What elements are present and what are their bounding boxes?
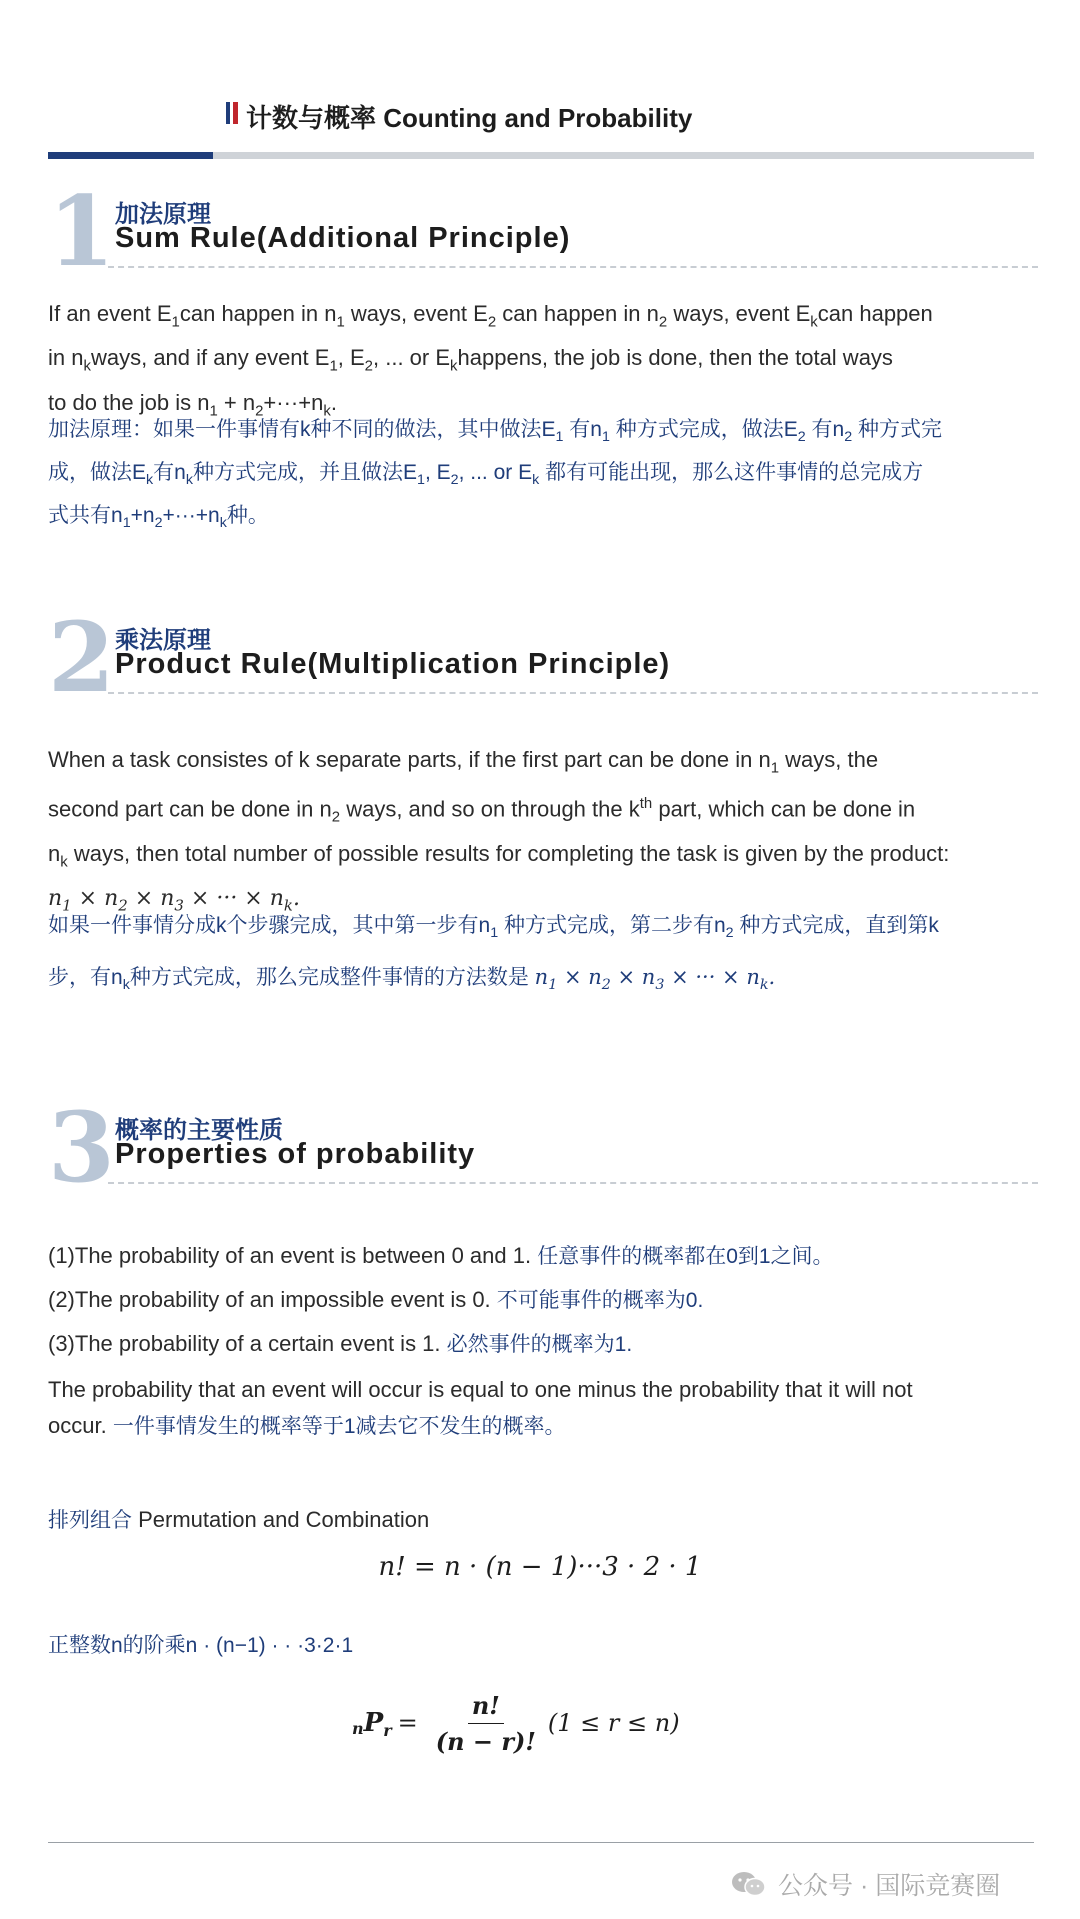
page-header xyxy=(0,98,1080,132)
permutation-formula xyxy=(352,1688,680,1758)
section-title-cn: 乘法原理 xyxy=(115,627,211,654)
list-item: (2)The probability of an impossible event is 0. 不可能事件的概率为0. xyxy=(48,1287,704,1312)
equals-sign: = xyxy=(397,1709,418,1737)
section-number: 3 xyxy=(48,1091,115,1204)
text-line: to do the job is $n_1 + n_2+\cdot\cdot\cdot+n_k$. xyxy=(48,389,337,420)
probability-properties-list xyxy=(48,1234,1034,1445)
wechat-icon xyxy=(730,1870,768,1898)
section-title-en: Properties of probability xyxy=(115,1138,476,1170)
section-number: 2 xyxy=(48,601,115,714)
watermark xyxy=(730,1866,1000,1902)
text-line: 成，做法$E_k$有$n_k$种方式完成，并且做法$E_1$, $E_2$, ... or $E_k$ 都有可能出现，那么这件事情的总完成方 xyxy=(48,461,924,489)
watermark-text: 公众号 · 国际竞赛圈 xyxy=(778,1872,1001,1900)
section-3-head xyxy=(48,1091,1038,1206)
section-title-en: Sum Rule(Additional Principle) xyxy=(115,222,571,254)
sum-rule-en-paragraph xyxy=(48,296,1034,429)
factorial-formula: n! = n · (n − 1)···3 · 2 · 1 xyxy=(378,1552,702,1582)
text-line: 式共有$n_1+n_2+\cdot\cdot\cdot+n_k$种。 xyxy=(48,504,269,532)
list-item: (3)The probability of a certain event is 1. 必然事件的概率为1. xyxy=(48,1331,633,1356)
flag-icon xyxy=(226,102,238,124)
page-title: 计数与概率 Counting and Probability xyxy=(246,103,693,133)
fraction xyxy=(432,1691,540,1756)
npr-left-subscript: n xyxy=(352,1718,364,1738)
npr-symbol: P xyxy=(363,1708,384,1738)
section-divider xyxy=(108,1182,1038,1184)
fraction-numerator: n! xyxy=(468,1691,504,1724)
product-rule-en-paragraph xyxy=(48,742,1034,923)
product-rule-cn-paragraph xyxy=(48,904,1034,1007)
section-1-head xyxy=(48,175,1038,290)
text-line: in $n_kways$, and if any event $E_1$, $E_2$, ... or $E_khappens$, the job is done, then the total ways xyxy=(48,345,893,375)
text-line: When a task consistes of k separate parts, if the first part can be done in $n_1$ ways, the xyxy=(48,747,879,777)
text-line: The probability that an event will occur is equal to one minus the probability that it will not xyxy=(48,1377,913,1402)
text-line: occur. 一件事情发生的概率等于1减去它不发生的概率。 xyxy=(48,1413,566,1438)
npr-condition: (1 ≤ r ≤ n) xyxy=(547,1709,680,1737)
section-divider xyxy=(108,692,1038,694)
section-2-head xyxy=(48,601,1038,716)
product-formula: $n_1 \times n_2 \times n_3$ × ··· × $n_k$. xyxy=(534,965,776,994)
text-line: 加法原理：如果一件事情有k种不同的做法，其中做法$E_1$ 有$n_1$ 种方式完成，做法$E_2$ 有$n_2$ 种方式完 xyxy=(48,418,942,446)
section-title-en: Product Rule(Multiplication Principle) xyxy=(115,648,671,680)
bottom-divider xyxy=(48,1842,1034,1843)
permutation-heading: 排列组合 Permutation and Combination xyxy=(48,1507,430,1532)
section-divider xyxy=(108,266,1038,268)
text-line: If an event $E_1can$ happen in $n_1$ ways, event $E_2$ can happen in $n_2$ ways, event $E_kcan$ happen xyxy=(48,301,933,331)
sum-rule-cn-paragraph xyxy=(48,412,1034,542)
text-line: 步，有$n_k$种方式完成，那么完成整件事情的方法数是 $n_1 \times n_2 \times n_3$ × ··· × $n_k$. xyxy=(48,965,776,994)
header-progress-bar xyxy=(48,152,1034,159)
section-title-cn: 加法原理 xyxy=(115,201,211,228)
npr-right-subscript: r xyxy=(383,1720,392,1740)
factorial-description: 正整数n的阶乘n · (n−1) · · ·3·2·1 xyxy=(48,1634,354,1657)
fraction-denominator: (n − r)! xyxy=(435,1726,536,1756)
text-line: $n_k$ ways, then total number of possible results for completing the task is given by the product: xyxy=(48,841,950,871)
text-line: 如果一件事情分成k个步骤完成，其中第一步有$n_1$ 种方式完成，第二步有$n_2$ 种方式完成，直到第k xyxy=(48,914,939,942)
section-number: 1 xyxy=(48,175,115,288)
section-title-cn: 概率的主要性质 xyxy=(115,1117,283,1144)
product-formula: $n_1 \times n_2 \times n_3$ × ··· × $n_k$. xyxy=(48,885,300,914)
text-line: second part can be done in $n_2$ ways, and so on through the $k^{th}$ part, which can be done in xyxy=(48,795,916,827)
list-item: (1)The probability of an event is between 0 and 1. 任意事件的概率都在0到1之间。 xyxy=(48,1243,834,1268)
header-progress-fill xyxy=(48,152,213,159)
